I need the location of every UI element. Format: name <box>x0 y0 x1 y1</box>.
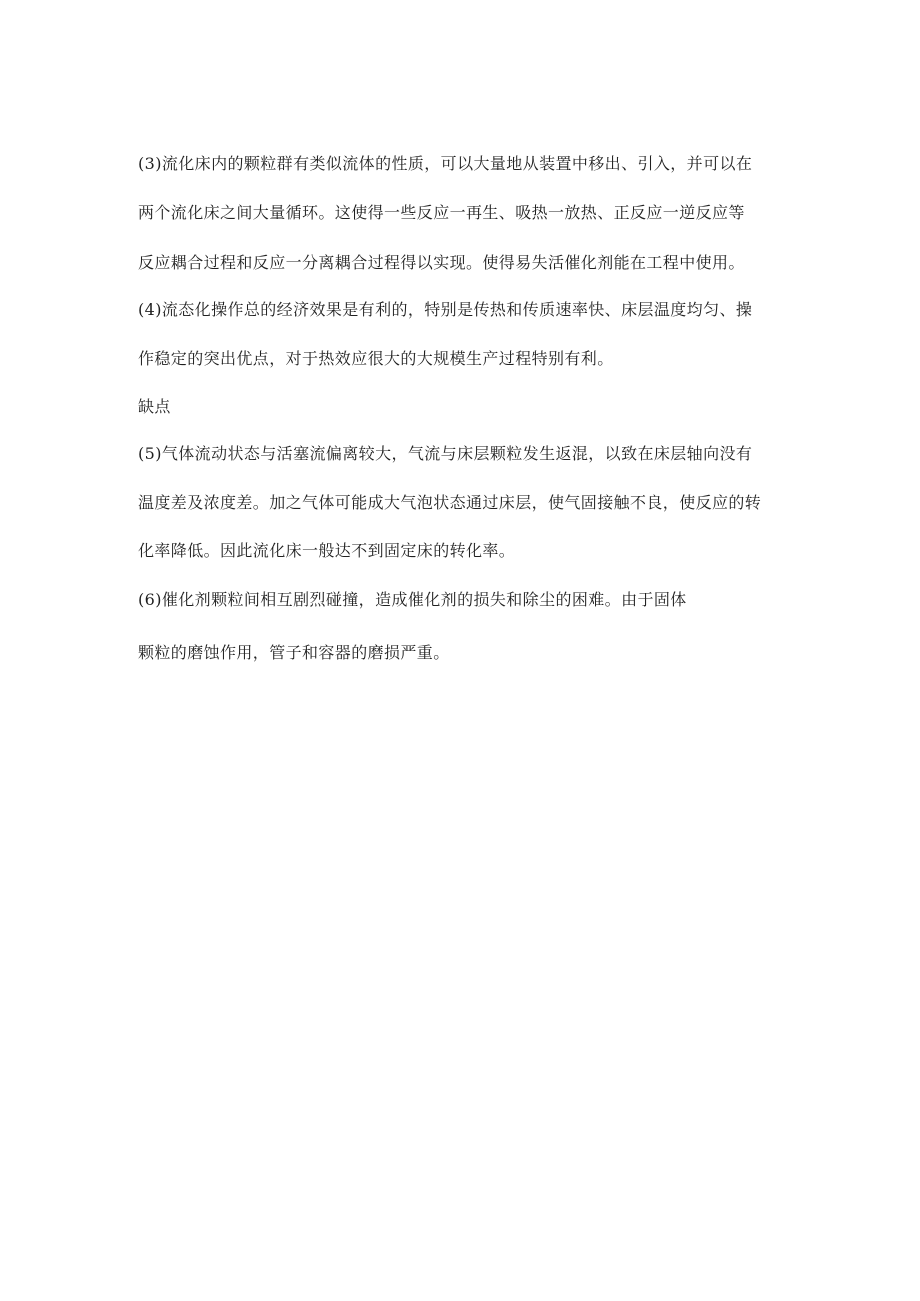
paragraph-6-line-1: (6)催化剂颗粒间相互剧烈碰撞，造成催化剂的损失和除尘的困难。由于固体 <box>138 590 687 609</box>
paragraph-3-line-1: (3)流化床内的颗粒群有类似流体的性质，可以大量地从装置中移出、引入，并可以在 <box>138 154 753 173</box>
paragraph-4-line-1: (4)流态化操作总的经济效果是有利的，特别是传热和传质速率快、床层温度均匀、操 <box>138 300 753 319</box>
paragraph-6-line-2: 颗粒的磨蚀作用，管子和容器的磨损严重。 <box>138 643 450 662</box>
paragraph-5-line-1: (5)气体流动状态与活塞流偏离较大，气流与床层颗粒发生返混，以致在床层轴向没有 <box>138 444 753 463</box>
section-heading-disadvantages: 缺点 <box>138 397 171 416</box>
paragraph-5-line-3: 化率降低。因此流化床一般达不到固定床的转化率。 <box>138 541 516 560</box>
paragraph-3-line-3: 反应耦合过程和反应一分离耦合过程得以实现。使得易失活催化剂能在工程中使用。 <box>138 253 745 272</box>
paragraph-3-line-2: 两个流化床之间大量循环。这使得一些反应一再生、吸热一放热、正反应一逆反应等 <box>138 203 745 222</box>
paragraph-5-line-2: 温度差及浓度差。加之气体可能成大气泡状态通过床层，使气固接触不良，使反应的转 <box>138 493 762 512</box>
paragraph-4-line-2: 作稳定的突出优点，对于热效应很大的大规模生产过程特别有利。 <box>138 349 614 368</box>
